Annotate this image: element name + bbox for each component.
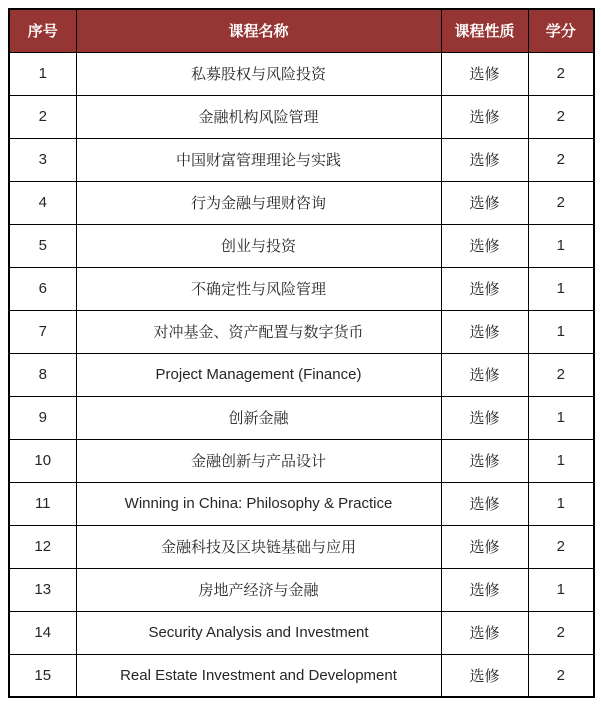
table-row [9, 439, 594, 482]
table-row [9, 138, 594, 181]
cell-course-name: 私募股权与风险投资 [76, 52, 441, 95]
table-row [9, 267, 594, 310]
cell-index: 5 [9, 224, 76, 267]
cell-index: 14 [9, 611, 76, 654]
cell-course-type: 选修 [441, 654, 528, 697]
cell-course-type: 选修 [441, 52, 528, 95]
cell-course-name: 房地产经济与金融 [76, 568, 441, 611]
cell-index: 3 [9, 138, 76, 181]
cell-credits: 1 [528, 482, 594, 525]
table-row [9, 52, 594, 95]
cell-credits: 2 [528, 52, 594, 95]
table-row [9, 396, 594, 439]
cell-credits: 2 [528, 95, 594, 138]
table-body [9, 52, 594, 697]
cell-index: 15 [9, 654, 76, 697]
cell-course-type: 选修 [441, 138, 528, 181]
cell-course-name: Real Estate Investment and Development [76, 654, 441, 697]
cell-course-name: 金融机构风险管理 [76, 95, 441, 138]
cell-course-name: 不确定性与风险管理 [76, 267, 441, 310]
column-header-credits: 学分 [528, 9, 594, 52]
cell-credits: 1 [528, 224, 594, 267]
cell-index: 10 [9, 439, 76, 482]
course-table [8, 8, 595, 698]
cell-index: 6 [9, 267, 76, 310]
cell-credits: 1 [528, 396, 594, 439]
cell-credits: 1 [528, 310, 594, 353]
cell-index: 11 [9, 482, 76, 525]
table-row [9, 310, 594, 353]
table-row [9, 568, 594, 611]
cell-course-type: 选修 [441, 482, 528, 525]
cell-course-name: 金融科技及区块链基础与应用 [76, 525, 441, 568]
cell-credits: 1 [528, 439, 594, 482]
table-row [9, 525, 594, 568]
cell-course-type: 选修 [441, 568, 528, 611]
cell-course-type: 选修 [441, 611, 528, 654]
table-row [9, 95, 594, 138]
cell-credits: 2 [528, 654, 594, 697]
cell-course-name: Winning in China: Philosophy & Practice [76, 482, 441, 525]
cell-course-type: 选修 [441, 267, 528, 310]
cell-credits: 2 [528, 525, 594, 568]
cell-course-name: 创业与投资 [76, 224, 441, 267]
cell-index: 4 [9, 181, 76, 224]
cell-index: 2 [9, 95, 76, 138]
cell-course-name: 中国财富管理理论与实践 [76, 138, 441, 181]
cell-course-type: 选修 [441, 95, 528, 138]
cell-course-type: 选修 [441, 353, 528, 396]
cell-course-name: Project Management (Finance) [76, 353, 441, 396]
table-row [9, 482, 594, 525]
cell-course-name: 创新金融 [76, 396, 441, 439]
cell-course-type: 选修 [441, 181, 528, 224]
cell-course-name: 金融创新与产品设计 [76, 439, 441, 482]
cell-index: 8 [9, 353, 76, 396]
cell-course-type: 选修 [441, 525, 528, 568]
table-row [9, 654, 594, 697]
column-header-course-type: 课程性质 [441, 9, 528, 52]
cell-credits: 1 [528, 568, 594, 611]
cell-course-type: 选修 [441, 396, 528, 439]
table-row [9, 353, 594, 396]
header-row [9, 9, 594, 52]
table-row [9, 224, 594, 267]
column-header-course-name: 课程名称 [76, 9, 441, 52]
table-row [9, 181, 594, 224]
cell-index: 1 [9, 52, 76, 95]
cell-credits: 2 [528, 181, 594, 224]
cell-index: 9 [9, 396, 76, 439]
cell-credits: 2 [528, 138, 594, 181]
cell-course-name: 行为金融与理财咨询 [76, 181, 441, 224]
cell-course-type: 选修 [441, 224, 528, 267]
cell-credits: 2 [528, 353, 594, 396]
cell-credits: 2 [528, 611, 594, 654]
cell-index: 7 [9, 310, 76, 353]
table-row [9, 611, 594, 654]
cell-index: 13 [9, 568, 76, 611]
cell-course-name: 对冲基金、资产配置与数字货币 [76, 310, 441, 353]
cell-course-type: 选修 [441, 310, 528, 353]
cell-course-name: Security Analysis and Investment [76, 611, 441, 654]
column-header-index: 序号 [9, 9, 76, 52]
cell-index: 12 [9, 525, 76, 568]
cell-course-type: 选修 [441, 439, 528, 482]
cell-credits: 1 [528, 267, 594, 310]
